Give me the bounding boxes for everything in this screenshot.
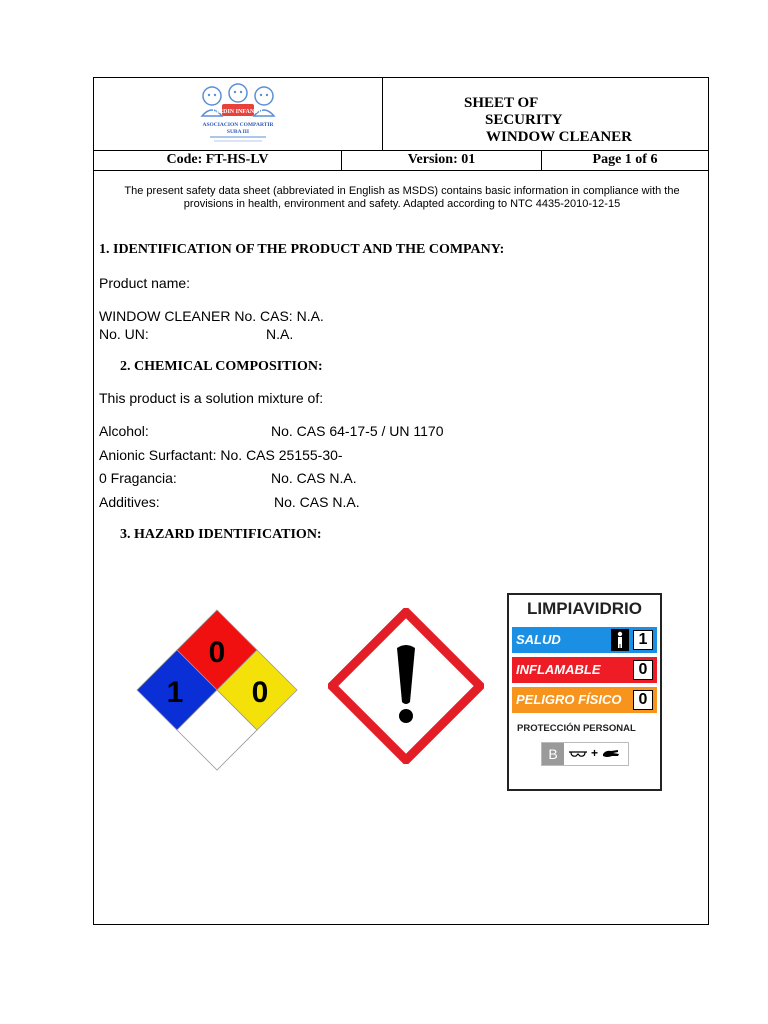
logo-cell (94, 78, 383, 150)
sheet-header (94, 78, 708, 151)
sheet-title (383, 78, 708, 150)
document-code: Code: FT-HS-LV (94, 150, 342, 170)
hazard-label (507, 593, 662, 791)
school-logo (192, 82, 284, 146)
composition-fragrance-label: 0 Fragancia: (99, 470, 177, 486)
hazard-row-name: SALUD (516, 632, 561, 647)
document-version: Version: 01 (342, 150, 542, 170)
composition-intro: This product is a solution mixture of: (99, 390, 324, 406)
ghs-exclamation-pictogram (328, 608, 484, 764)
personal-protection-label: PROTECCIÓN PERSONAL (517, 723, 636, 734)
composition-alcohol-label: Alcohol: (99, 423, 149, 439)
section-1-heading: 1. IDENTIFICATION OF THE PRODUCT AND THE COMPANY: (99, 242, 505, 257)
logo-line-2: ASOCIACION COMPARTIR (202, 122, 274, 128)
hazard-label-title: LIMPIAVIDRIO (527, 599, 642, 618)
composition-alcohol-cas: No. CAS 64-17-5 / UN 1170 (271, 423, 444, 439)
nfpa-diamond (133, 608, 301, 776)
hazard-row-name: INFLAMABLE (516, 662, 601, 677)
hazard-row-flammable (512, 657, 657, 683)
un-value: N.A. (266, 326, 294, 342)
product-line: WINDOW CLEANER No. CAS: N.A. (99, 308, 324, 324)
title-line-3: WINDOW CLEANER (486, 129, 632, 145)
gloves-icon (602, 749, 620, 759)
title-line-1: SHEET OF (464, 95, 539, 111)
title-line-2: SECURITY (485, 112, 563, 128)
nfpa-reactivity-value: 0 (251, 676, 269, 709)
composition-fragrance-cas: No. CAS N.A. (271, 470, 357, 486)
composition-surfactant: Anionic Surfactant: No. CAS 25155-30- (99, 447, 343, 463)
hazard-row-value: 1 (633, 630, 653, 650)
logo-line-1: JARDIN INFANTIL (211, 109, 265, 115)
hazard-row-value: 0 (633, 660, 653, 680)
intro-paragraph: The present safety data sheet (abbreviated in English as MSDS) contains basic information in compliance with the provisions in health, environment and safety. Adapted according to NTC 4435-2010-12-15 (124, 185, 680, 210)
nfpa-health-value: 1 (166, 676, 184, 709)
hazard-row-value: 0 (633, 690, 653, 710)
hazard-row-health (512, 627, 657, 653)
health-person-icon (611, 629, 629, 651)
section-3-heading: 3. HAZARD IDENTIFICATION: (120, 527, 322, 542)
goggles-icon (568, 749, 588, 759)
safety-data-sheet (93, 77, 709, 925)
hazard-row-physical (512, 687, 657, 713)
personal-protection-box (541, 742, 629, 766)
composition-additives-label: Additives: (99, 494, 160, 510)
hazard-row-name: PELIGRO FÍSICO (516, 692, 622, 707)
product-name-label: Product name: (99, 275, 191, 291)
protection-plus: + (591, 746, 599, 760)
un-label: No. UN: (99, 326, 149, 342)
protection-code: B (542, 743, 564, 765)
logo-line-3: SUBA III (226, 129, 250, 135)
page-number: Page 1 of 6 (592, 152, 658, 167)
section-2-heading: 2. CHEMICAL COMPOSITION: (120, 359, 323, 374)
nfpa-flammability-value: 0 (208, 636, 226, 669)
document-meta-row (94, 150, 708, 171)
composition-additives-cas: No. CAS N.A. (274, 494, 360, 510)
